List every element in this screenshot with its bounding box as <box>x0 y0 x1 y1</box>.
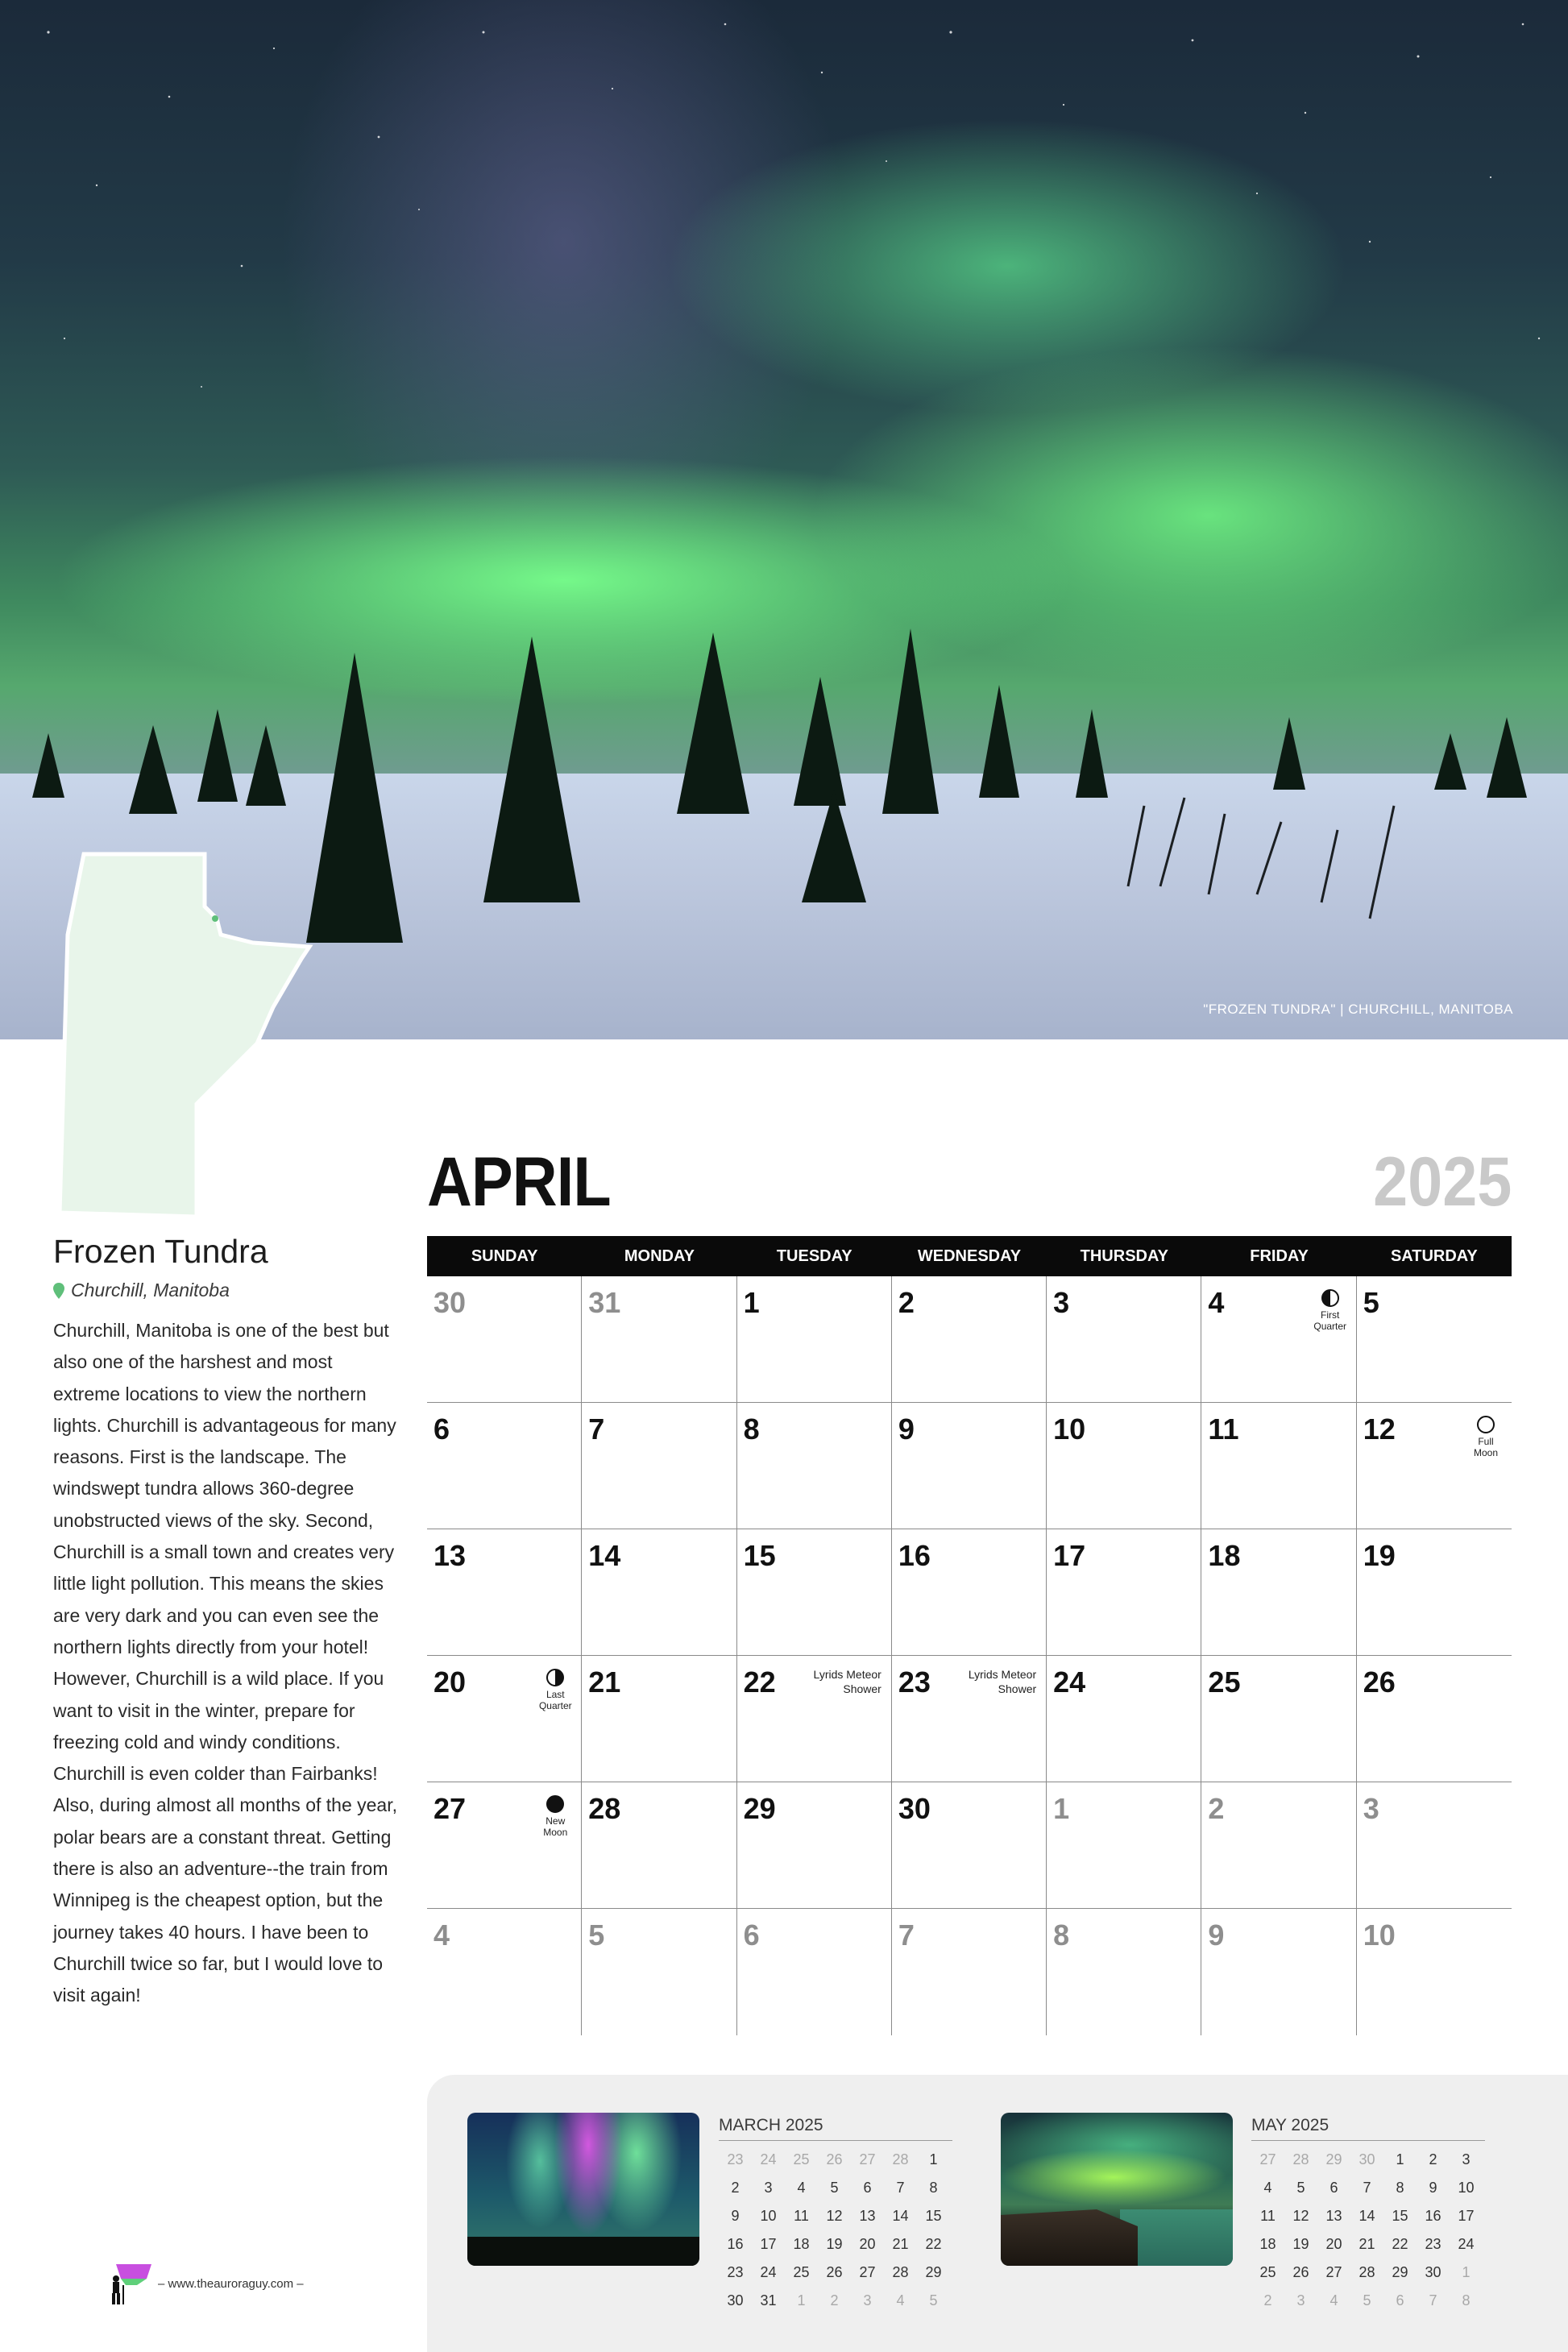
brand-footer <box>105 2261 304 2306</box>
day-number: 24 <box>1053 1665 1086 1699</box>
day-number: 3 <box>1363 1792 1379 1825</box>
first-moon-icon <box>1321 1289 1339 1307</box>
mini-day: 7 <box>1363 2180 1371 2196</box>
mini-day: 6 <box>1396 2292 1404 2308</box>
day-cell <box>892 1529 1047 1656</box>
mini-day: 17 <box>1458 2208 1475 2224</box>
day-number: 3 <box>1053 1286 1070 1319</box>
mini-day: 7 <box>1429 2292 1437 2308</box>
day-number: 12 <box>1363 1412 1396 1446</box>
mini-day: 1 <box>797 2292 806 2308</box>
mini-week-row <box>719 2146 950 2174</box>
mini-day: 5 <box>1363 2292 1371 2308</box>
day-number: 30 <box>433 1286 467 1319</box>
day-cell <box>427 1403 582 1529</box>
mini-day: 26 <box>1292 2264 1309 2280</box>
day-cell <box>1047 1782 1201 1909</box>
mini-day: 31 <box>760 2292 777 2308</box>
mini-day: 2 <box>731 2180 740 2196</box>
mini-day: 8 <box>1462 2292 1471 2308</box>
mini-week-row <box>719 2202 950 2230</box>
day-cell <box>1357 1529 1512 1656</box>
mini-day: 30 <box>1425 2264 1441 2280</box>
may-thumbnail <box>1001 2113 1233 2266</box>
day-cell <box>427 1909 582 2035</box>
weekday-sunday: SUNDAY <box>471 1247 538 1265</box>
mini-day: 27 <box>859 2264 876 2280</box>
day-number: 31 <box>588 1286 621 1319</box>
day-number: 1 <box>743 1286 760 1319</box>
mini-calendar-title: MAY 2025 <box>1251 2116 1485 2141</box>
day-number: 28 <box>588 1792 621 1825</box>
mini-day: 12 <box>1292 2208 1309 2224</box>
day-number: 16 <box>898 1539 931 1572</box>
moon-phase <box>1311 1289 1350 1332</box>
mini-day: 13 <box>1325 2208 1342 2224</box>
day-cell <box>1047 1529 1201 1656</box>
day-cell <box>1357 1909 1512 2035</box>
location-line <box>53 1280 230 1301</box>
moon-phase-label: Full Moon <box>1473 1436 1499 1458</box>
weekday-header <box>427 1236 1512 1276</box>
mini-day: 30 <box>727 2292 744 2308</box>
day-cell <box>1357 1782 1512 1909</box>
weekday-friday: FRIDAY <box>1250 1247 1309 1265</box>
mini-day: 1 <box>1462 2264 1471 2280</box>
mini-day: 4 <box>896 2292 905 2308</box>
mini-day: 29 <box>925 2264 942 2280</box>
full-moon-icon <box>1477 1416 1495 1433</box>
mini-week-row <box>1251 2202 1483 2230</box>
story-body: Churchill, Manitoba is one of the best but also one of the harshest and most extreme locations to view the northern lights. Churchill is advantageous for many reasons. First is the landscape. The windswept tundra allows 360-degree unobstructed views of the sky. Second, Churchill is a small town and creates very little light pollution. This means the skies are very dark and you can even see the northern lights directly from your hotel! However, Churchill is a wild place. If you want to visit in the winter, prepare for freezing cold and windy conditions. Churchill is even colder than Fairbanks! Also, during almost all months of the year, polar bears are a constant threat. Getting there is also an adventure--the train from Winnipeg is the cheapest option, but the journey takes 40 hours. I have been to Churchill twice so far, but I would love to visit again! <box>53 1320 397 2006</box>
day-cell <box>1047 1656 1201 1782</box>
mini-day: 23 <box>727 2264 744 2280</box>
day-cell <box>582 1529 736 1656</box>
day-number: 20 <box>433 1665 467 1699</box>
mini-day: 3 <box>764 2180 773 2196</box>
mini-day: 30 <box>1359 2151 1375 2167</box>
day-number: 30 <box>898 1792 931 1825</box>
mini-day: 8 <box>929 2180 938 2196</box>
mini-day: 1 <box>1396 2151 1404 2167</box>
day-number: 5 <box>588 1919 605 1952</box>
day-cell <box>427 1276 582 1403</box>
mini-day: 8 <box>1396 2180 1404 2196</box>
mini-day: 10 <box>760 2208 777 2224</box>
day-cell <box>1357 1276 1512 1403</box>
location-pin-icon <box>53 1283 64 1299</box>
mini-week-row <box>1251 2174 1483 2202</box>
weekday-thursday: THURSDAY <box>1080 1247 1168 1265</box>
mini-day: 6 <box>863 2180 872 2196</box>
location-text: Churchill, Manitoba <box>71 1280 230 1300</box>
mini-day: 11 <box>1260 2208 1276 2224</box>
day-number: 27 <box>433 1792 467 1825</box>
day-number: 6 <box>743 1919 760 1952</box>
mini-week-row <box>719 2287 950 2315</box>
day-cell <box>582 1276 736 1403</box>
photo-caption: "FROZEN TUNDRA" | CHURCHILL, MANITOBA <box>1203 1002 1513 1017</box>
moon-phase <box>536 1669 575 1711</box>
month-grid <box>427 1276 1512 2035</box>
mini-day: 25 <box>793 2264 810 2280</box>
weekday-wednesday: WEDNESDAY <box>917 1247 1022 1265</box>
event-note: Lyrids Meteor Shower <box>813 1668 881 1695</box>
mini-day: 27 <box>1325 2264 1342 2280</box>
mini-day: 16 <box>1425 2208 1441 2224</box>
day-cell <box>582 1403 736 1529</box>
mini-week-row <box>719 2259 950 2287</box>
mini-day: 14 <box>1359 2208 1375 2224</box>
day-number: 23 <box>898 1665 931 1699</box>
mini-day: 21 <box>1359 2236 1375 2252</box>
story-title: Frozen Tundra <box>53 1233 268 1270</box>
march-thumbnail <box>467 2113 699 2266</box>
day-number: 2 <box>898 1286 915 1319</box>
mini-day: 4 <box>797 2180 806 2196</box>
mini-day: 28 <box>892 2264 909 2280</box>
day-number: 9 <box>1208 1919 1225 1952</box>
aurora-guy-logo-icon <box>105 2261 153 2306</box>
mini-calendar-table <box>1251 2146 1483 2315</box>
day-number: 9 <box>898 1412 915 1446</box>
mini-calendar-title: MARCH 2025 <box>719 2116 952 2141</box>
day-cell <box>427 1529 582 1656</box>
mini-day: 28 <box>1359 2264 1375 2280</box>
mini-day: 20 <box>1325 2236 1342 2252</box>
mini-day: 3 <box>1462 2151 1471 2167</box>
day-number: 10 <box>1053 1412 1086 1446</box>
moon-phase <box>536 1795 575 1838</box>
day-cell <box>1201 1656 1356 1782</box>
day-number: 4 <box>1208 1286 1225 1319</box>
mini-day: 23 <box>727 2151 744 2167</box>
day-cell <box>1357 1403 1512 1529</box>
mini-day: 26 <box>826 2264 843 2280</box>
mini-day: 29 <box>1392 2264 1408 2280</box>
mini-day: 16 <box>727 2236 744 2252</box>
mini-day: 10 <box>1458 2180 1475 2196</box>
mini-day: 9 <box>731 2208 740 2224</box>
day-cell <box>892 1782 1047 1909</box>
mini-week-row <box>1251 2146 1483 2174</box>
day-number: 25 <box>1208 1665 1241 1699</box>
mini-day: 20 <box>859 2236 876 2252</box>
day-number: 22 <box>743 1665 776 1699</box>
day-number: 18 <box>1208 1539 1241 1572</box>
mini-day: 7 <box>896 2180 905 2196</box>
mini-day: 19 <box>826 2236 843 2252</box>
mini-calendar-may <box>1251 2116 1485 2315</box>
day-cell <box>737 1782 892 1909</box>
mini-day: 5 <box>830 2180 839 2196</box>
mini-calendar-table <box>719 2146 950 2315</box>
day-cell <box>892 1909 1047 2035</box>
day-number: 26 <box>1363 1665 1396 1699</box>
day-number: 14 <box>588 1539 621 1572</box>
day-cell <box>737 1276 892 1403</box>
day-number: 2 <box>1208 1792 1225 1825</box>
mini-week-row <box>1251 2287 1483 2315</box>
mini-day: 13 <box>859 2208 876 2224</box>
day-cell <box>1047 1403 1201 1529</box>
mini-day: 12 <box>826 2208 843 2224</box>
day-cell <box>737 1909 892 2035</box>
moon-phase-label: New Moon <box>543 1815 568 1838</box>
mini-day: 3 <box>1296 2292 1305 2308</box>
day-number: 17 <box>1053 1539 1086 1572</box>
last-moon-icon <box>546 1669 564 1686</box>
day-cell <box>1201 1529 1356 1656</box>
day-cell <box>582 1909 736 2035</box>
manitoba-map <box>52 838 317 1225</box>
day-cell <box>1201 1403 1356 1529</box>
mini-day: 25 <box>793 2151 810 2167</box>
day-number: 5 <box>1363 1286 1379 1319</box>
mini-week-row <box>719 2230 950 2259</box>
mini-day: 5 <box>929 2292 938 2308</box>
day-number: 15 <box>743 1539 776 1572</box>
day-cell <box>892 1403 1047 1529</box>
mini-calendar-march <box>719 2116 952 2315</box>
day-cell <box>737 1403 892 1529</box>
mini-day: 26 <box>826 2151 843 2167</box>
day-cell <box>582 1656 736 1782</box>
weekday-monday: MONDAY <box>624 1247 695 1265</box>
day-cell <box>1047 1909 1201 2035</box>
day-number: 4 <box>433 1919 450 1952</box>
day-cell <box>892 1276 1047 1403</box>
mini-day: 29 <box>1325 2151 1342 2167</box>
mini-day: 15 <box>1392 2208 1408 2224</box>
mini-day: 18 <box>1259 2236 1276 2252</box>
mini-day: 24 <box>1458 2236 1475 2252</box>
mini-day: 1 <box>929 2151 938 2167</box>
mini-day: 5 <box>1296 2180 1305 2196</box>
day-number: 1 <box>1053 1792 1070 1825</box>
mini-day: 22 <box>1392 2236 1408 2252</box>
day-cell <box>737 1656 892 1782</box>
moon-phase <box>1466 1416 1505 1458</box>
mini-day: 11 <box>794 2208 809 2224</box>
brand-url: – www.theauroraguy.com – <box>158 2276 304 2291</box>
mini-day: 2 <box>1429 2151 1437 2167</box>
weekday-saturday: SATURDAY <box>1390 1247 1478 1265</box>
day-number: 7 <box>588 1412 605 1446</box>
mini-day: 27 <box>1259 2151 1276 2167</box>
mini-day: 21 <box>892 2236 909 2252</box>
month-title: APRIL <box>427 1143 611 1221</box>
day-number: 10 <box>1363 1919 1396 1952</box>
mini-day: 28 <box>1292 2151 1309 2167</box>
mini-day: 25 <box>1259 2264 1276 2280</box>
day-number: 8 <box>1053 1919 1070 1952</box>
day-cell <box>1047 1276 1201 1403</box>
weekday-tuesday: TUESDAY <box>776 1247 852 1265</box>
moon-phase-label: First Quarter <box>1313 1309 1347 1332</box>
mini-day: 18 <box>793 2236 810 2252</box>
mini-week-row <box>1251 2259 1483 2287</box>
mini-day: 2 <box>830 2292 839 2308</box>
mini-day: 3 <box>863 2292 872 2308</box>
new-moon-icon <box>546 1795 564 1813</box>
day-cell <box>1357 1656 1512 1782</box>
mini-day: 28 <box>892 2151 909 2167</box>
day-number: 21 <box>588 1665 621 1699</box>
mini-day: 9 <box>1429 2180 1437 2196</box>
mini-day: 4 <box>1329 2292 1338 2308</box>
event-note: Lyrids Meteor Shower <box>968 1668 1037 1695</box>
mini-week-row <box>719 2174 950 2202</box>
year-title: 2025 <box>1372 1143 1512 1221</box>
day-cell <box>892 1656 1047 1782</box>
mini-day: 2 <box>1263 2292 1272 2308</box>
mini-day: 22 <box>925 2236 942 2252</box>
day-cell <box>737 1529 892 1656</box>
day-cell <box>1201 1909 1356 2035</box>
moon-phase-label: Last Quarter <box>538 1689 572 1711</box>
day-cell <box>1201 1276 1356 1403</box>
day-number: 7 <box>898 1919 915 1952</box>
day-number: 8 <box>743 1412 760 1446</box>
stars-decoration <box>0 0 1568 564</box>
mini-day: 17 <box>760 2236 777 2252</box>
day-cell <box>427 1782 582 1909</box>
day-cell <box>1201 1782 1356 1909</box>
day-cell <box>427 1656 582 1782</box>
day-number: 29 <box>743 1792 776 1825</box>
mini-day: 24 <box>760 2151 777 2167</box>
mini-week-row <box>1251 2230 1483 2259</box>
day-number: 19 <box>1363 1539 1396 1572</box>
mini-day: 4 <box>1263 2180 1272 2196</box>
mini-day: 14 <box>892 2208 909 2224</box>
mini-day: 15 <box>925 2208 942 2224</box>
day-number: 6 <box>433 1412 450 1446</box>
mini-day: 24 <box>760 2264 777 2280</box>
day-number: 11 <box>1208 1412 1239 1446</box>
mini-day: 23 <box>1425 2236 1441 2252</box>
mini-day: 27 <box>859 2151 876 2167</box>
mini-day: 19 <box>1292 2236 1309 2252</box>
day-number: 13 <box>433 1539 467 1572</box>
day-cell <box>582 1782 736 1909</box>
mini-day: 6 <box>1329 2180 1338 2196</box>
